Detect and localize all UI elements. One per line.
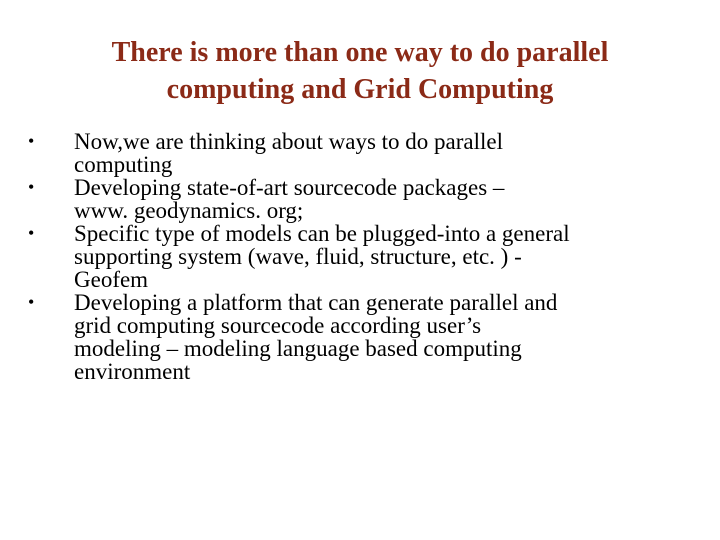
bullet-icon: • — [28, 131, 35, 151]
bullet-3-line-3: Geofem — [74, 267, 149, 292]
bullet-2-line-2: www. geodynamics. org; — [74, 198, 304, 223]
bullet-icon: • — [28, 223, 35, 243]
bullet-item-1 — [28, 130, 700, 176]
bullet-1-line-1: Now,we are thinking about ways to do parallel — [74, 129, 504, 154]
bullet-item-4 — [28, 291, 700, 383]
bullet-4-line-2: grid computing sourcecode according user’s — [74, 313, 482, 338]
bullet-item-3 — [28, 222, 700, 291]
bullet-3-line-2: supporting system (wave, fluid, structure, etc. ) - — [74, 244, 522, 269]
bullet-4-line-4: environment — [74, 359, 191, 384]
bullet-icon: • — [28, 292, 35, 312]
bullet-4-line-3: modeling – modeling language based computing — [74, 336, 522, 361]
bullet-3-line-1: Specific type of models can be plugged-into a general — [74, 221, 570, 246]
bullet-list — [28, 130, 700, 383]
bullet-1-line-2: computing — [74, 152, 173, 177]
bullet-item-2 — [28, 176, 700, 222]
slide-title — [40, 34, 680, 108]
bullet-4-line-1: Developing a platform that can generate parallel and — [74, 290, 558, 315]
bullet-icon: • — [28, 177, 35, 197]
bullet-2-line-1: Developing state-of-art sourcecode packages – — [74, 175, 505, 200]
slide-title-line-1: There is more than one way to do parallel — [111, 37, 609, 68]
slide-title-line-2: computing and Grid Computing — [166, 74, 554, 105]
